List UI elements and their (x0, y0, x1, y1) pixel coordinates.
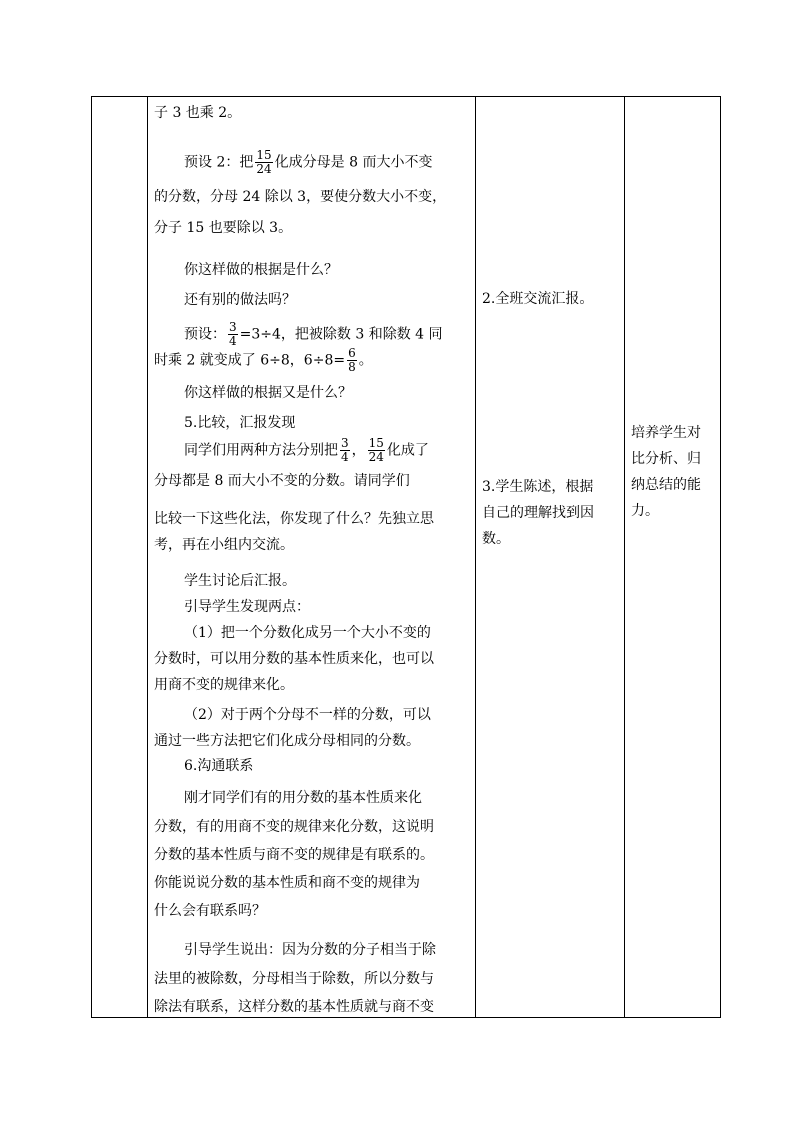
text-line (154, 347, 373, 374)
text-line: 子 3 也乘 2。 (154, 105, 242, 121)
text-span: 预设 2：把 (184, 154, 254, 171)
text-line: 培养学生对 (631, 425, 701, 441)
text-line: 学生讨论后汇报。 (184, 573, 296, 589)
fraction-denominator: 4 (341, 450, 349, 464)
text-span: ， (351, 442, 366, 459)
text-line (184, 437, 429, 464)
text-line: 比分析、归 (631, 451, 701, 467)
text-line: 除法有联系，这样分数的基本性质就与商不变 (154, 999, 434, 1015)
student-activity-column (476, 97, 624, 1017)
fraction-6-8 (347, 347, 357, 374)
fraction-numerator: 3 (229, 320, 237, 334)
section-heading: 5.比较，汇报发现 (184, 415, 296, 431)
fraction-denominator: 24 (256, 162, 272, 176)
text-line: 引导学生发现两点： (184, 599, 310, 615)
text-span: 化成分母是 8 而大小不变 (274, 154, 433, 171)
text-line: 考，再在小组内交流。 (154, 537, 294, 553)
text-span: 时乘 2 就变成了 6÷8，6÷8= (154, 352, 346, 369)
text-line: 分数时，可以用分数的基本性质来化，也可以 (154, 651, 434, 667)
text-line: 通过一些方法把它们化成分母相同的分数。 (154, 733, 420, 749)
text-line: 用商不变的规律来化。 (154, 677, 294, 693)
text-span: 。 (358, 352, 373, 369)
fraction-denominator: 24 (368, 450, 384, 464)
design-intent-column (625, 97, 721, 1017)
fraction-denominator: 8 (348, 360, 356, 374)
text-span: 化成了 (386, 442, 429, 459)
text-line: 力。 (631, 503, 659, 519)
fraction-15-24 (255, 149, 272, 176)
text-line: 比较一下这些化法，你发现了什么？先独立思 (154, 511, 434, 527)
text-line: 法里的被除数，分母相当于除数，所以分数与 (154, 971, 434, 987)
text-span: 同学们用两种方法分别把 (184, 442, 338, 459)
teaching-process-column (148, 97, 475, 1017)
fraction-15-24 (368, 437, 385, 464)
text-line: 分母都是 8 而大小不变的分数。请同学们 (154, 473, 410, 489)
section-heading: 6.沟通联系 (184, 758, 254, 774)
fraction-3-4 (340, 437, 350, 464)
text-line: 还有别的做法吗？ (184, 292, 296, 308)
fraction-numerator: 3 (341, 436, 349, 450)
text-line (184, 321, 443, 348)
text-line: 分数的基本性质与商不变的规律是有联系的。 (154, 847, 434, 863)
lesson-table (91, 96, 721, 1018)
fraction-3-4 (228, 321, 238, 348)
text-line: 2.全班交流汇报。 (482, 291, 594, 307)
text-line: 引导学生说出：因为分数的分子相当于除 (184, 942, 436, 958)
fraction-denominator: 4 (229, 334, 237, 348)
text-line: （1）把一个分数化成另一个大小不变的 (184, 625, 431, 641)
fraction-numerator: 15 (256, 148, 272, 162)
text-line: 分子 15 也要除以 3。 (154, 220, 293, 236)
text-line: 你这样做的根据又是什么？ (184, 385, 352, 401)
left-blank-column (92, 97, 147, 1017)
text-line: 自己的理解找到因 (482, 505, 594, 521)
text-line: 什么会有联系吗？ (154, 903, 266, 919)
fraction-numerator: 15 (368, 436, 384, 450)
text-line: 数。 (482, 531, 510, 547)
text-line: 3.学生陈述，根据 (482, 479, 594, 495)
text-span: 预设： (184, 326, 226, 343)
text-line: 的分数，分母 24 除以 3，要使分数大小不变， (154, 189, 447, 205)
text-line: 你能说说分数的基本性质和商不变的规律为 (154, 875, 420, 891)
fraction-numerator: 6 (348, 346, 356, 360)
text-line: （2）对于两个分母不一样的分数，可以 (184, 707, 431, 723)
text-line: 分数，有的用商不变的规律来化分数，这说明 (154, 819, 434, 835)
text-line: 纳总结的能 (631, 477, 701, 493)
text-span: =3÷4，把被除数 3 和除数 4 同 (239, 326, 443, 343)
text-line: 刚才同学们有的用分数的基本性质来化 (184, 790, 422, 806)
text-line (184, 149, 432, 176)
text-line: 你这样做的根据是什么？ (184, 262, 338, 278)
